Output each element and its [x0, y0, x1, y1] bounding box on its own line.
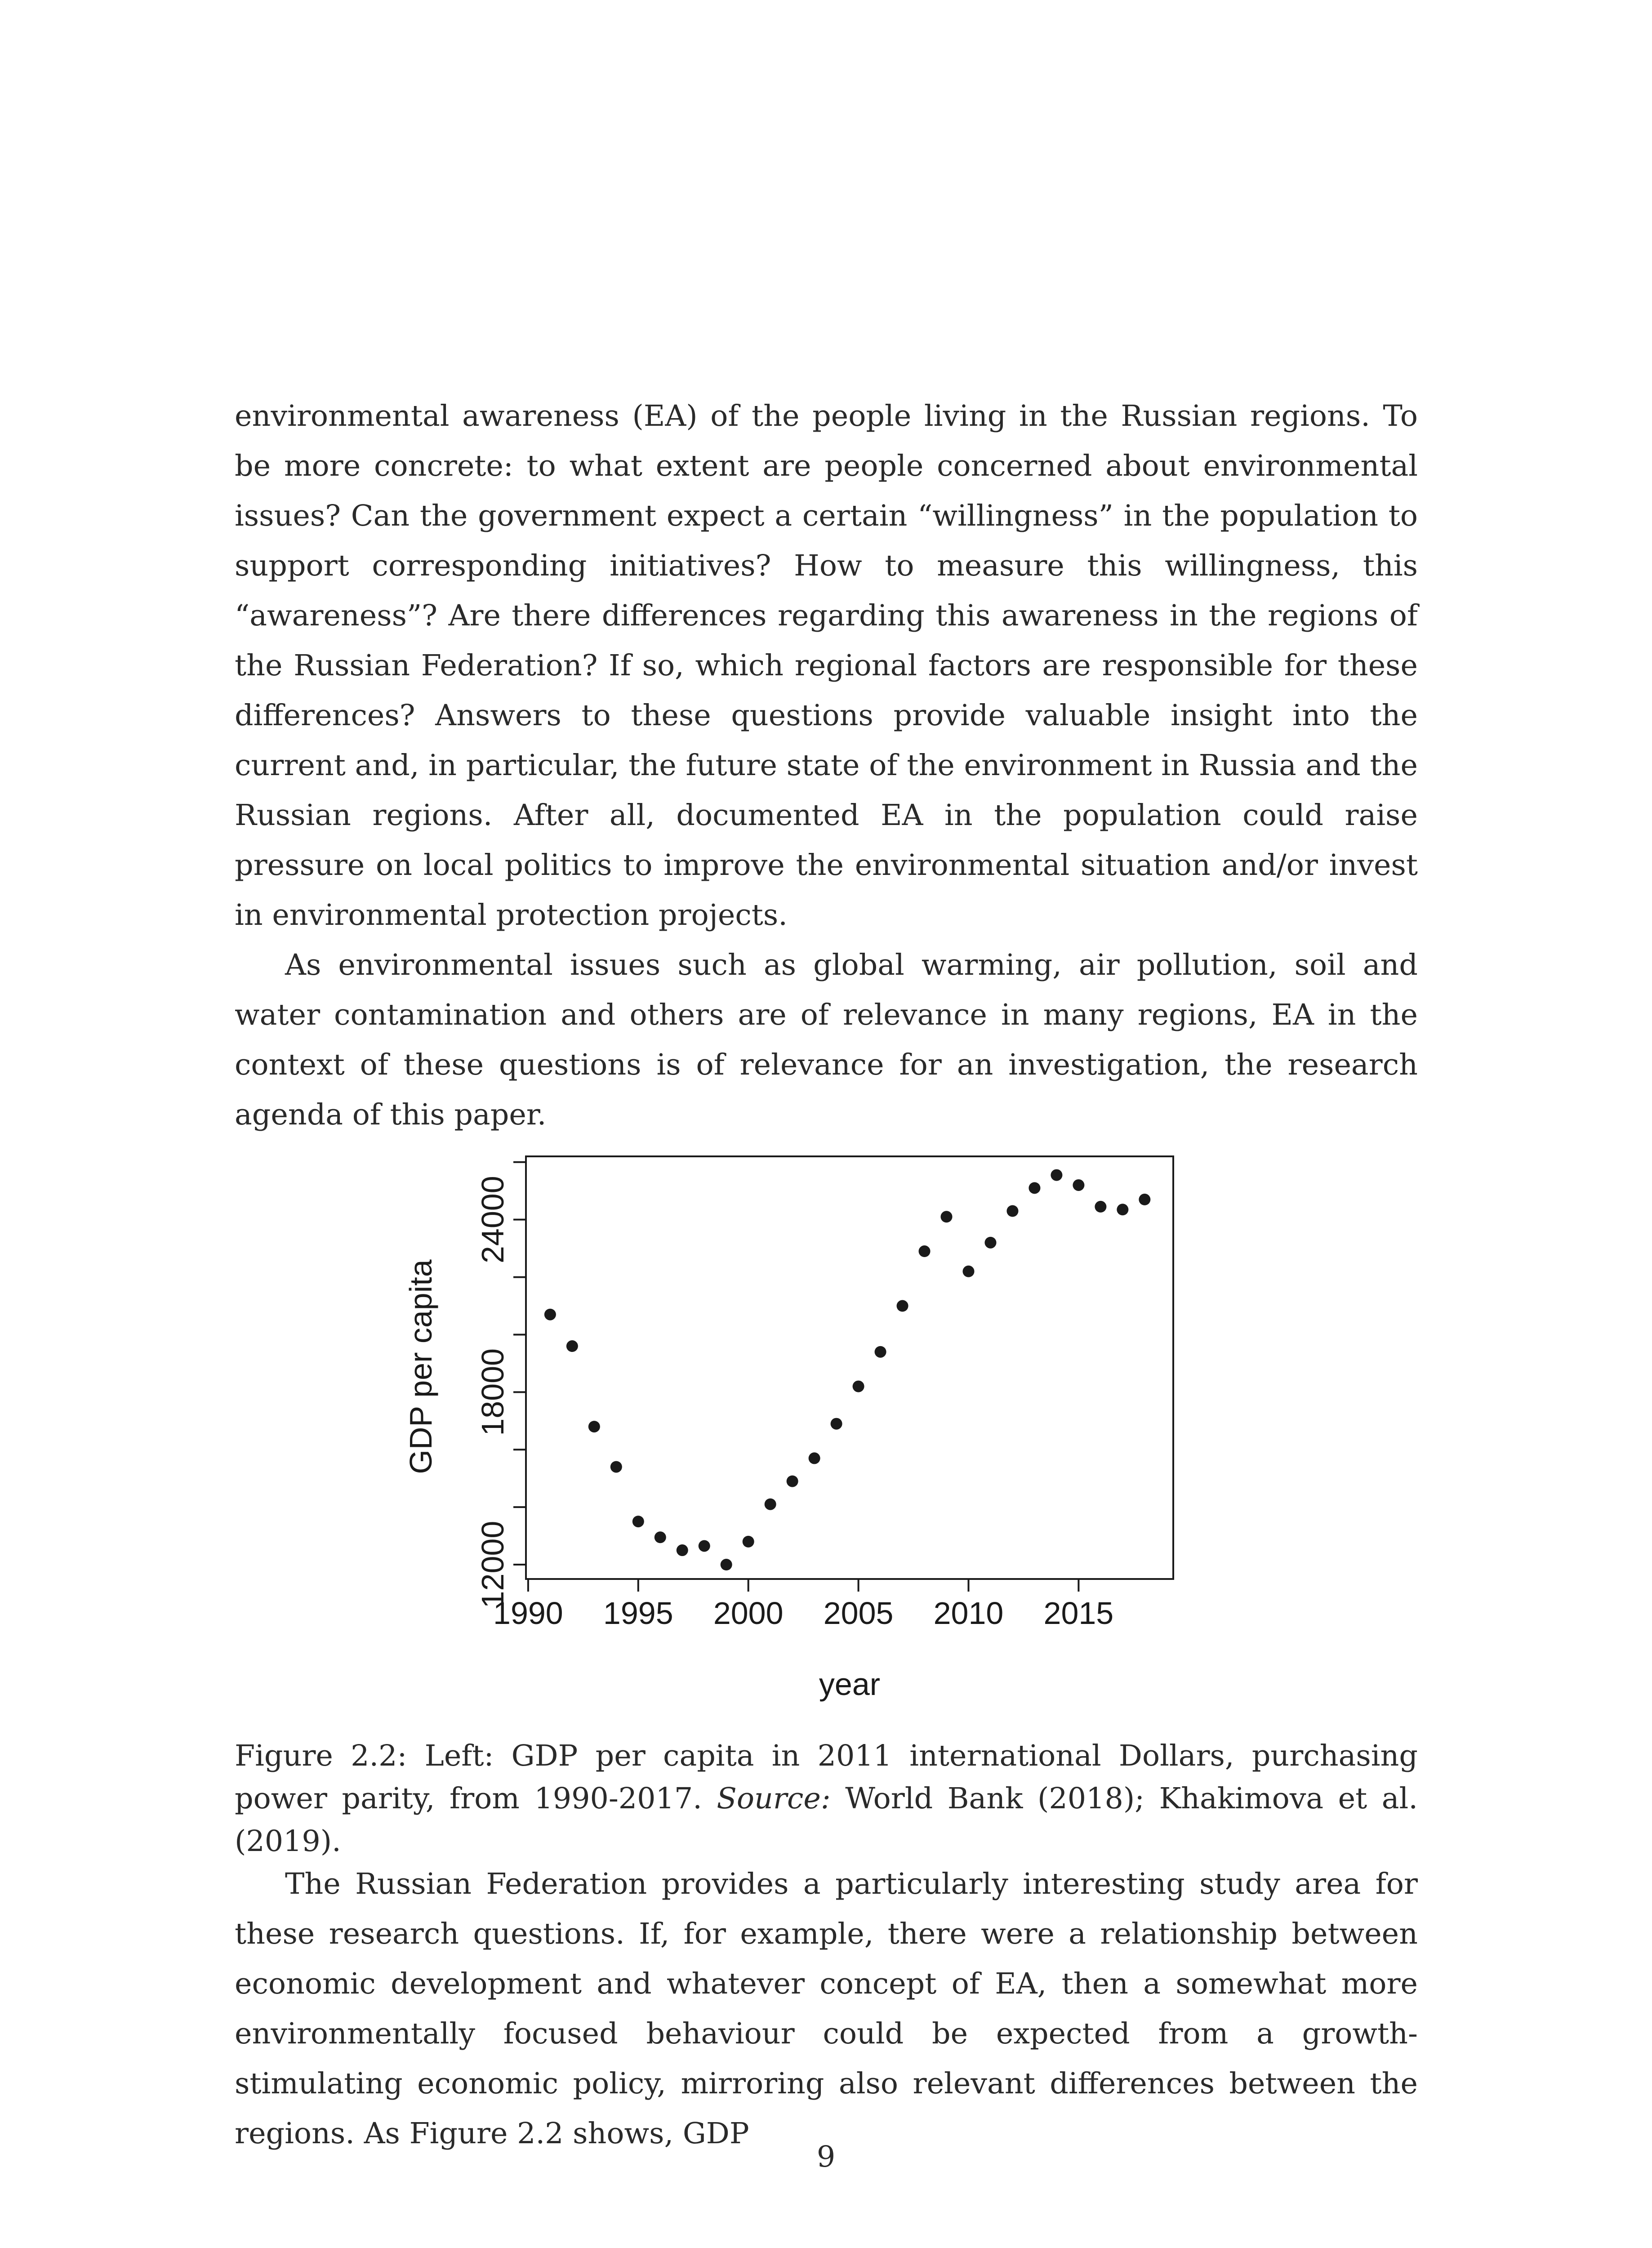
data-point: [765, 1499, 776, 1510]
caption-source: World Bank (2018); Khakimova et al. (2019).: [235, 1782, 1418, 1858]
data-point: [743, 1536, 754, 1548]
data-point: [677, 1544, 688, 1556]
data-point: [566, 1340, 578, 1352]
page-number: 9: [816, 2140, 836, 2174]
x-tick-label: 2010: [933, 1596, 1004, 1631]
data-point: [1095, 1201, 1106, 1213]
x-tick-label: 2015: [1043, 1596, 1114, 1631]
x-tick-label: 2000: [713, 1596, 784, 1631]
data-point: [809, 1452, 820, 1464]
data-point: [1117, 1204, 1128, 1215]
paragraph: The Russian Federation provides a particularly interesting study area for these research questions. If, for example, there were a relationship between economic development and whatever concept of EA, then a somewhat more environmentally focused behaviour could be expected from a growth-stimulating economic policy, mirroring also relevant differences between the regions. As Figure 2.2 shows, GDP: [235, 1867, 1418, 2150]
data-point: [544, 1309, 556, 1320]
scatter-plot: [396, 1142, 1200, 1726]
body-text-bottom: [235, 1859, 1418, 2159]
data-point: [787, 1476, 798, 1487]
y-axis: [475, 1162, 526, 1609]
body-text-top: [235, 391, 1418, 1140]
data-point: [1029, 1182, 1040, 1194]
data-point: [962, 1266, 974, 1277]
data-point: [632, 1516, 644, 1527]
figure-gdp-scatter: [396, 1142, 1200, 1726]
x-tick-label: 1990: [493, 1596, 563, 1631]
y-axis-label: GDP per capita: [403, 1259, 438, 1474]
data-points: [544, 1169, 1150, 1570]
caption-text: Figure 2.2: Left: GDP per capita in 2011 international Dollars, purchasing power parity, from 1990-2017.: [235, 1739, 1418, 1815]
data-point: [655, 1531, 666, 1543]
data-point: [1139, 1194, 1150, 1205]
data-point: [897, 1300, 908, 1312]
data-point: [610, 1461, 622, 1473]
data-point: [853, 1381, 864, 1392]
y-tick-label: 18000: [475, 1348, 510, 1436]
data-point: [1073, 1179, 1084, 1191]
y-tick-label: 24000: [475, 1176, 510, 1264]
x-axis: [493, 1579, 1113, 1631]
x-axis-label: year: [819, 1667, 881, 1702]
y-tick-label: 12000: [475, 1521, 510, 1609]
paragraph: environmental awareness (EA) of the people living in the Russian regions. To be more concrete: to what extent are people concerned about environmental issues? Can the government expect a certain “willingness” in the population to support corresponding initiatives? How to measure this willingness, this “awareness”? Are there differences regarding this awareness in the regions of the Russian Federation? If so, which regional factors are responsible for these differences? Answers to these questions provide valuable insight into the current and, in particular, the future state of the environment in Russia and the Russian regions. After all, documented EA in the population could raise pressure on local politics to improve the environmental situation and/or invest in environmental protection projects.: [235, 399, 1418, 932]
plot-frame: [526, 1156, 1173, 1579]
data-point: [941, 1211, 953, 1222]
data-point: [875, 1346, 886, 1358]
data-point: [588, 1421, 600, 1432]
data-point: [984, 1237, 996, 1249]
figure-caption: [235, 1735, 1418, 1863]
data-point: [1051, 1169, 1062, 1181]
data-point: [1006, 1205, 1018, 1217]
data-point: [721, 1559, 732, 1570]
data-point: [831, 1418, 842, 1430]
paragraph: As environmental issues such as global warming, air pollution, soil and water contamination and others are of relevance in many regions, EA in the context of these questions is of relevance for an investigation, the research agenda of this paper.: [235, 948, 1418, 1132]
x-tick-label: 2005: [823, 1596, 894, 1631]
data-point: [919, 1245, 931, 1257]
data-point: [699, 1540, 710, 1552]
x-tick-label: 1995: [603, 1596, 673, 1631]
caption-source-label: Source:: [717, 1782, 831, 1815]
